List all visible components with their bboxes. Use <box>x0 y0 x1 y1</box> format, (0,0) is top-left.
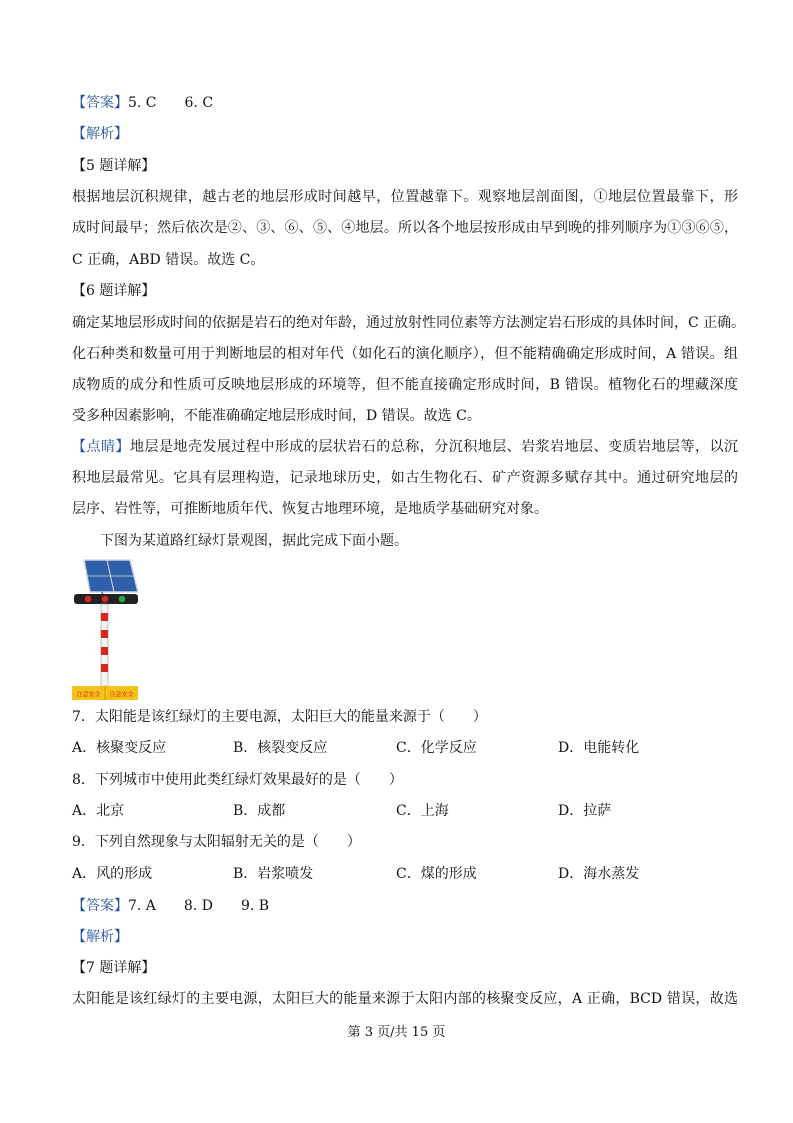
question-7-option-d[interactable]: D．电能转化 <box>558 740 640 756</box>
question-9-stem: 9．下列自然现象与太阳辐射无关的是（ ） <box>72 834 361 850</box>
point-line-2: 积地层最常见。它具有层理构造，记录地球历史，如古生物化石、矿产资源多赋存其中。通过研究地层的 <box>72 470 738 486</box>
point-line-3: 层序、岩性等，可推断地质年代、恢复古地理环境，是地质学基础研究对象。 <box>72 501 548 517</box>
pole-icon <box>101 604 108 686</box>
point-label: 【点睛】 <box>72 439 130 455</box>
q7-line-1: 太阳能是该红绿灯的主要电源，太阳巨大的能量来源于太阳内部的核聚变反应，A 正确，BCD 错误，故选 <box>72 991 738 1007</box>
q5-line-2: 成时间最早；然后依次是②、③、⑥、⑤、④地层。所以各个地层按形成由早到晚的排列顺序为①③⑥⑤， <box>72 220 738 236</box>
intro-text: 下图为某道路红绿灯景观图，据此完成下面小题。 <box>100 533 408 549</box>
question-8-option-a[interactable]: A．北京 <box>72 803 125 819</box>
signal-head-icon <box>74 594 138 604</box>
answer-text: 5. C 6. C <box>128 95 214 111</box>
question-7-option-c[interactable]: C．化学反应 <box>396 740 477 756</box>
question-8-option-d[interactable]: D．拉萨 <box>558 803 612 819</box>
point-text-1: 地层是地壳发展过程中形成的层状岩石的总称，分沉积地层、岩浆岩地层、变质岩地层等，以沉 <box>129 439 739 455</box>
q6-line-1: 确定某地层形成时间的依据是岩石的绝对年龄，通过放射性同位素等方法测定岩石形成的具体时间，C 正确。 <box>72 315 746 331</box>
q6-line-3: 成物质的成分和性质可反映地层形成的环境等，但不能直接确定形成时间，B 错误。植物化石的埋藏深度 <box>72 377 738 393</box>
question-9-option-b[interactable]: B．岩浆喷发 <box>233 866 314 882</box>
analysis-label-2: 【解析】 <box>72 929 128 945</box>
q6-heading: 【6 题详解】 <box>72 283 156 299</box>
question-7-option-a[interactable]: A．核聚变反应 <box>72 740 167 756</box>
traffic-light-photo <box>72 558 138 700</box>
answer-line-5-6 <box>72 93 738 113</box>
page-footer: 第 3 页/共 15 页 <box>347 1025 446 1040</box>
q7-heading: 【7 题详解】 <box>72 960 156 976</box>
caution-sign-right: 注意安全 <box>109 691 134 699</box>
question-8-option-c[interactable]: C．上海 <box>396 803 449 819</box>
question-9-option-d[interactable]: D．海水蒸发 <box>558 866 640 882</box>
point-line-1 <box>72 437 738 457</box>
answer-label: 【答案】 <box>72 95 128 111</box>
q5-line-1: 根据地层沉积规律，越古老的地层形成时间越早，位置越靠下。观察地层剖面图，①地层位置最靠下，形 <box>72 189 738 205</box>
q6-line-4: 受多种因素影响，不能准确确定地层形成时间，D 错误。故选 C。 <box>72 408 481 424</box>
answer-label-2: 【答案】 <box>72 898 128 914</box>
caution-sign-left: 注意安全 <box>76 691 101 699</box>
question-7-option-b[interactable]: B．核裂变反应 <box>233 740 328 756</box>
analysis-label: 【解析】 <box>72 126 128 142</box>
caution-sign-icon <box>72 686 138 700</box>
question-7-stem: 7．太阳能是该红绿灯的主要电源，太阳巨大的能量来源于（ ） <box>72 709 487 725</box>
question-8-option-b[interactable]: B．成都 <box>233 803 286 819</box>
q5-heading: 【5 题详解】 <box>72 158 156 174</box>
answer-line-7-9 <box>72 896 738 916</box>
q6-line-2: 化石种类和数量可用于判断地层的相对年代（如化石的演化顺序），但不能精确确定形成时间，A 错误。组 <box>72 346 738 362</box>
question-8-stem: 8．下列城市中使用此类红绿灯效果最好的是（ ） <box>72 772 403 788</box>
answer-text-2: 7. A 8. D 9. B <box>128 898 270 914</box>
question-9-option-c[interactable]: C．煤的形成 <box>396 866 477 882</box>
question-9-option-a[interactable]: A．风的形成 <box>72 866 153 882</box>
q5-line-3: C 正确，ABD 错误。故选 C。 <box>72 252 265 268</box>
